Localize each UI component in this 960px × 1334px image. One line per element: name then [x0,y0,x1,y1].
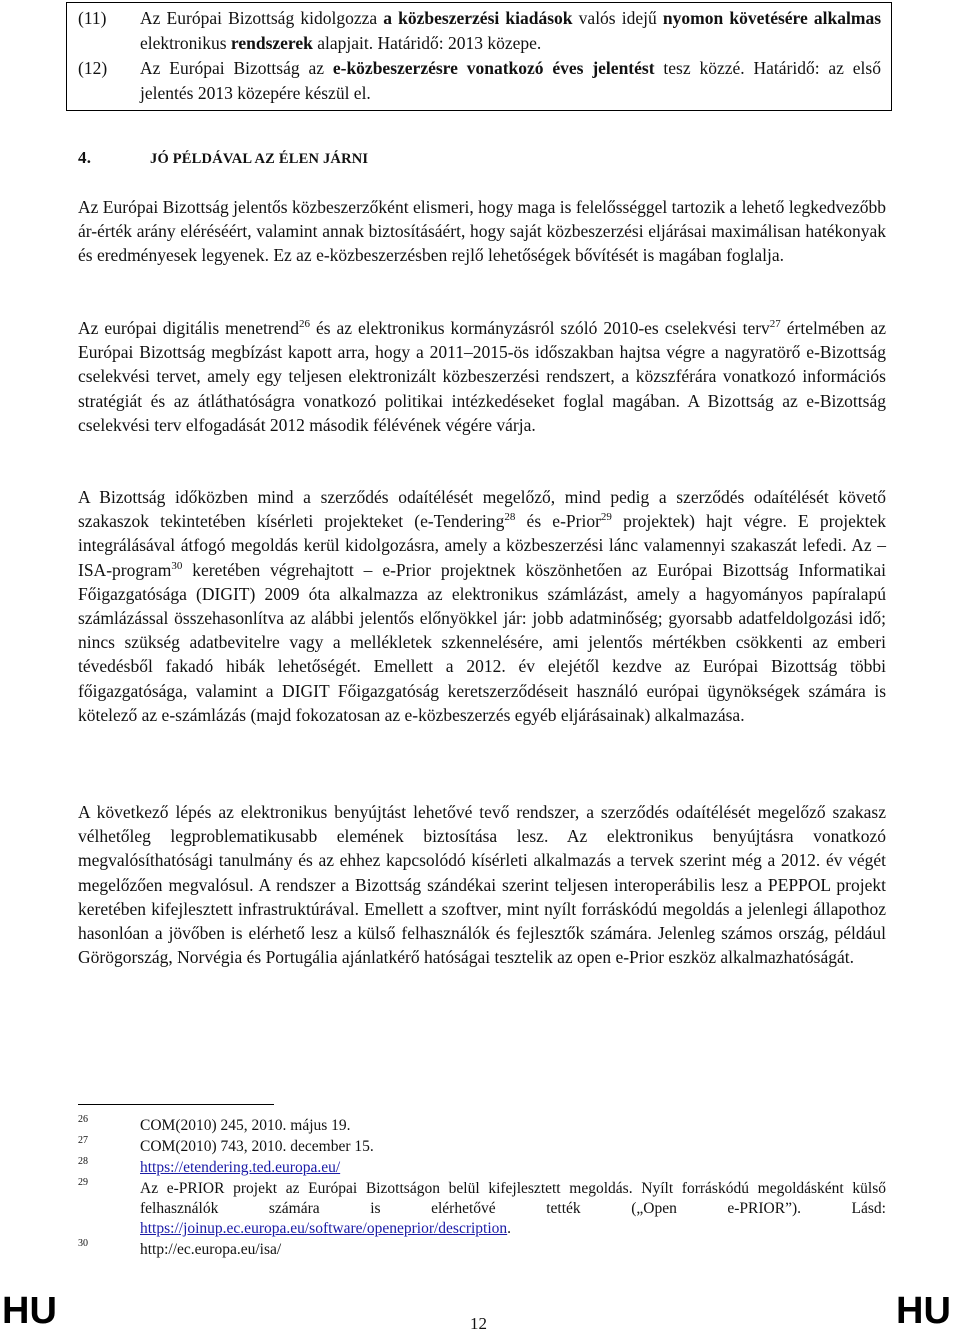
language-code-right: HU [896,1290,951,1332]
item-text: Az Európai Bizottság az e-közbeszerzésre vonatkozó éves jelentést tesz közzé. Határidő: az első jelentés 2013 közepére készül el. [140,58,881,103]
item-number: (11) [78,8,107,28]
page-number: 12 [470,1314,487,1333]
footnote-26 [78,1116,886,1136]
section-number: 4. [78,148,92,167]
footnote-number: 27 [78,1135,88,1146]
language-code-left: HU [2,1290,57,1332]
footnote-number: 30 [78,1238,88,1249]
footnote-text: COM(2010) 743, 2010. december 15. [140,1138,374,1155]
footnote-27 [78,1137,886,1157]
footnote-number: 29 [78,1177,88,1188]
footnote-ref-27[interactable]: 27 [769,318,781,331]
section-heading [78,148,368,168]
footnote-ref-28[interactable]: 28 [504,511,516,524]
footnote-ref-30[interactable]: 30 [171,559,183,572]
paragraph-2: Az európai digitális menetrend$^{26}$ és az elektronikus kormányzásról szóló 2010-es cselekvési terv$^{27}$ értelmében az Európai Bizottság megbízást kapott arra, hogy a 2011–2015-ös időszakban hajtsa végre a nagyratörő e-Bizottság cselekvési tervet, amely egy teljesen elektronizált közbeszerzési rendszert, a közszférára vonatkozó információs stratégiát és az átláthatóságra vonatkozó politikai intézkedéseket foglal magában. A Bizottság az e-Bizottság cselekvési terv elfogadását 2012 második félévének végére várja. [78,318,886,435]
footnote-number: 26 [78,1114,88,1125]
footnote-text: COM(2010) 245, 2010. május 19. [140,1117,351,1134]
paragraph-4: A következő lépés az elektronikus benyújtást lehetővé tevő rendszer, a szerződés odaítélését megelőző szakasz vélhetőleg legproblematikusabb elemének biztosítása lesz. Az elektronikus benyújtásra vonatkozó megvalósíthatósági tanulmány és az ehhez kapcsolódó kísérleti alkalmazás a tervek szerint még a 2012. év végét megelőzően megvalósul. A rendszer a Bizottság szándékai szerint teljesen interoperábilis lesz a PEPPOL projekt keretében kifejlesztett infrastruktúrával. Emellett a szoftver, mint nyílt forráskódú megoldás a jelenlegi állapothoz hasonlóan a jövőben is elérhető lesz a külső felhasználók és fejlesztők számára. Jelenleg számos ország, például Görögország, Norvégia és Portugália ajánlatkérő hatóságai tesztelik az open e-Prior eszköz alkalmazhatóságát. [78,802,886,968]
footnote-link[interactable]: https://joinup.ec.europa.eu/software/openeprior/description [140,1220,508,1237]
footnote-link[interactable]: https://etendering.ted.europa.eu/ [140,1159,341,1176]
box-item-11 [67,6,891,56]
footnote-29 [78,1179,886,1239]
summary-box [66,2,892,111]
paragraph-1: Az Európai Bizottság jelentős közbeszerzőként elismeri, hogy maga is felelősséggel tartozik a lehető legkedvezőbb ár-érték arány eléréséért, valamint annak biztosításáért, hogy saját közbeszerzési eljárásai maximálisan hatékonyak és eredményesek legyenek. Ez az e-közbeszerzésben rejlő lehetőségek bővítését is magában foglalja. [78,197,886,266]
footnote-separator [78,1104,274,1105]
footnote-text: Az e-PRIOR projekt az Európai Bizottságon belül kifejlesztett megoldás. Nyílt forráskódú megoldásként külső felhasználók számára is elérhetővé tették („Open e-PRIOR”). Lásd: https://joinup.ec.europa.eu/software/openeprior/description. [140,1180,886,1237]
footnote-number: 28 [78,1156,88,1167]
box-item-12 [67,56,891,106]
section-title: JÓ PÉLDÁVAL AZ ÉLEN JÁRNI [150,151,369,167]
footnote-ref-29[interactable]: 29 [600,511,612,524]
footnote-text: http://ec.europa.eu/isa/ [140,1241,282,1258]
footnote-28 [78,1158,886,1178]
footnote-30 [78,1240,886,1260]
item-text: Az Európai Bizottság kidolgozza a közbeszerzési kiadások valós idejű nyomon követésére alkalmas elektronikus rendszerek alapjait. Határidő: 2013 közepe. [140,8,881,53]
paragraph-3: A Bizottság időközben mind a szerződés odaítélését megelőző, mind pedig a szerződés odaítélését követő szakaszok tekintetében kísérleti projekteket (e-Tendering$^{28}$ és e-Prior$^{29}$ projektek) hajt végre. E projektek integrálásával átfogó megoldás kerül kidolgozásra, amely a közbeszerzési lánc valamennyi szakaszát lefedi. Az – ISA-program$^{30}$ keretében végrehajtott – e-Prior projektnek köszönhetően az Európai Bizottság Informatikai Főigazgatósága (DIGIT) 2009 óta alkalmazza az elektronikus számlázást, amely a hagyományos papíralapú számlázással összehasonlítva az alábbi jelentős előnyökkel jár: jobb adatminőség; gyorsabb adatfeldolgozási idő; nincs szükség adatbevitelre vagy a mellékletek szkennelésére, ami jelentős mértékben csökkenti az emberi tévedésből fakadó hibák lehetőségét. Emellett a 2012. év elejétől kezdve az Európai Bizottság többi főigazgatósága, valamint a DIGIT Főigazgatóság keretszerződéseit használó európai ügynökségek számára is kötelező az e-számlázás (majd fokozatosan az e-közbeszerzés egyéb eljárásainak) alkalmazása. [78,487,886,725]
footnote-ref-26[interactable]: 26 [299,318,311,331]
item-number: (12) [78,58,108,78]
